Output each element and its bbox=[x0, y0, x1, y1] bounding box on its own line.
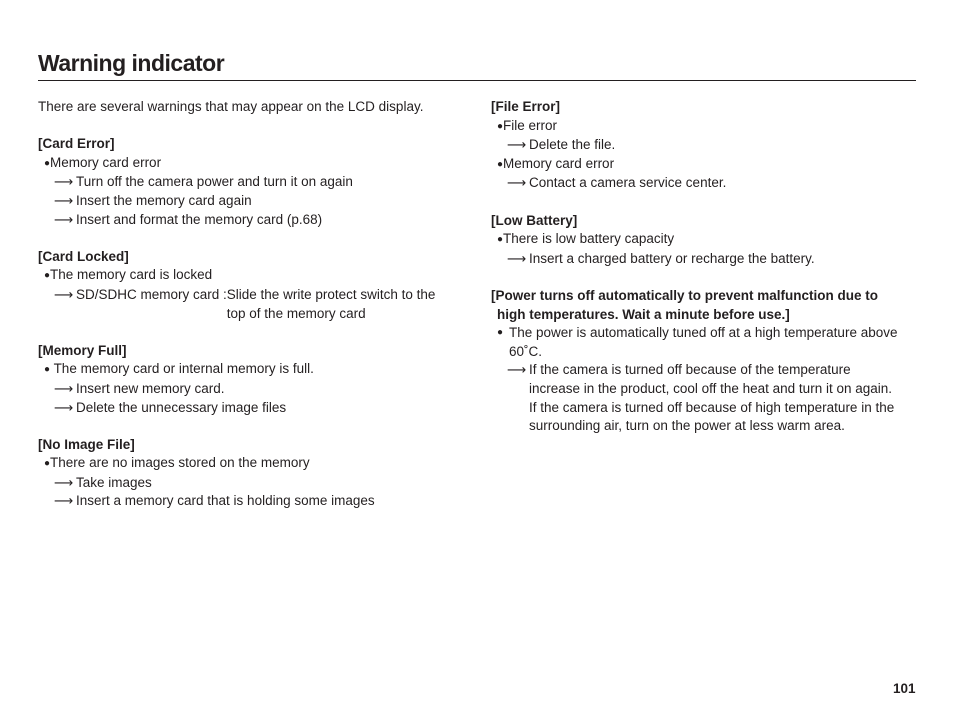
intro-text: There are several warnings that may appear on the LCD display. bbox=[38, 99, 424, 114]
section-heading: [No Image File] bbox=[38, 436, 135, 452]
bullet-icon: ● bbox=[497, 234, 504, 246]
heading-line: [Power turns off automatically to prevent malfunction due to bbox=[491, 287, 879, 303]
arrow-item bbox=[38, 399, 468, 418]
arrow-icon: ⟶ bbox=[54, 211, 74, 227]
bullet-icon: ● bbox=[497, 120, 504, 132]
table-value-line: top of the memory card bbox=[226, 305, 366, 321]
arrow-text: Take images bbox=[76, 474, 152, 490]
bullet-icon: ● bbox=[497, 158, 504, 170]
heading-line: high temperatures. Wait a minute before use.] bbox=[497, 306, 790, 322]
section-low-battery bbox=[491, 212, 921, 269]
arrow-line: increase in the product, cool off the heat and turn it on again. bbox=[529, 380, 892, 396]
card-locked-table bbox=[38, 286, 468, 323]
arrow-text: Insert a memory card that is holding some images bbox=[76, 493, 375, 509]
bullet-icon: ● bbox=[44, 364, 51, 376]
bullet-text: The memory card or internal memory is full. bbox=[53, 361, 314, 377]
arrow-text: Delete the unnecessary image files bbox=[76, 399, 287, 415]
arrow-item bbox=[38, 492, 468, 511]
arrow-icon: ⟶ bbox=[507, 175, 527, 191]
bullet-text bbox=[509, 324, 897, 361]
bullet-item bbox=[491, 155, 921, 175]
arrow-item bbox=[38, 211, 468, 230]
arrow-text bbox=[529, 361, 894, 435]
title-divider bbox=[38, 80, 916, 81]
bullet-icon: ● bbox=[44, 458, 51, 470]
arrow-line: If the camera is turned off because of the temperature bbox=[529, 362, 851, 378]
section-no-image-file bbox=[38, 436, 468, 511]
arrow-item bbox=[491, 174, 921, 193]
bullet-item bbox=[38, 454, 468, 474]
arrow-item bbox=[38, 192, 468, 211]
arrow-icon: ⟶ bbox=[54, 192, 74, 208]
arrow-line: surrounding air, turn on the power at less warm area. bbox=[529, 418, 845, 434]
arrow-item bbox=[491, 136, 921, 155]
arrow-item bbox=[491, 250, 921, 269]
section-heading: [File Error] bbox=[491, 99, 561, 114]
arrow-icon: ⟶ bbox=[54, 474, 74, 490]
page-number: 101 bbox=[893, 681, 916, 696]
arrow-text: Turn off the camera power and turn it on again bbox=[76, 174, 353, 190]
section-heading: [Memory Full] bbox=[38, 342, 127, 358]
table-value bbox=[227, 286, 436, 323]
section-power-off bbox=[491, 287, 921, 436]
section-file-error bbox=[491, 98, 921, 193]
arrow-item bbox=[38, 474, 468, 493]
page-title: Warning indicator bbox=[38, 50, 225, 76]
table-value-line: Slide the write protect switch to the bbox=[226, 286, 436, 302]
arrow-icon: ⟶ bbox=[54, 399, 74, 415]
bullet-icon: ● bbox=[44, 270, 51, 282]
section-card-error bbox=[38, 135, 468, 229]
section-heading: [Card Error] bbox=[38, 136, 115, 152]
arrow-text: Insert a charged battery or recharge the battery. bbox=[529, 250, 815, 266]
bullet-item bbox=[38, 154, 468, 174]
bullet-item bbox=[491, 230, 921, 250]
arrow-text: Insert new memory card. bbox=[76, 380, 225, 396]
bullet-text: File error bbox=[503, 117, 558, 133]
bullet-icon: ● bbox=[497, 327, 504, 339]
table-label: SD/SDHC memory card : bbox=[76, 286, 227, 302]
arrow-item bbox=[491, 361, 921, 435]
bullet-line: The power is automatically tuned off at a high temperature above bbox=[509, 325, 898, 341]
bullet-item bbox=[38, 360, 468, 380]
bullet-item bbox=[491, 324, 921, 361]
arrow-item bbox=[38, 173, 468, 192]
bullet-text: The memory card is locked bbox=[50, 267, 213, 283]
section-heading: [Low Battery] bbox=[491, 212, 578, 228]
arrow-icon: ⟶ bbox=[507, 362, 527, 378]
arrow-item bbox=[38, 380, 468, 399]
arrow-icon: ⟶ bbox=[54, 286, 74, 302]
bullet-text: Memory card error bbox=[50, 154, 162, 170]
section-memory-full bbox=[38, 342, 468, 417]
bullet-icon: ● bbox=[44, 157, 51, 169]
left-column bbox=[38, 98, 468, 530]
arrow-icon: ⟶ bbox=[54, 493, 74, 509]
arrow-text: Insert and format the memory card (p.68) bbox=[76, 211, 323, 227]
arrow-icon: ⟶ bbox=[54, 380, 74, 396]
right-column bbox=[491, 98, 921, 454]
arrow-icon: ⟶ bbox=[507, 250, 527, 266]
section-card-locked bbox=[38, 248, 468, 323]
bullet-line: 60˚C. bbox=[509, 343, 543, 359]
arrow-line: If the camera is turned off because of high temperature in the bbox=[529, 399, 895, 415]
bullet-text: Memory card error bbox=[503, 155, 615, 171]
bullet-item bbox=[491, 117, 921, 137]
arrow-icon: ⟶ bbox=[54, 174, 74, 190]
arrow-text: Delete the file. bbox=[529, 137, 616, 153]
arrow-text: Insert the memory card again bbox=[76, 192, 252, 208]
arrow-text: Contact a camera service center. bbox=[529, 175, 727, 191]
bullet-text: There are no images stored on the memory bbox=[50, 455, 310, 471]
section-heading bbox=[491, 287, 921, 324]
bullet-item bbox=[38, 266, 468, 286]
arrow-icon: ⟶ bbox=[507, 137, 527, 153]
section-heading: [Card Locked] bbox=[38, 248, 129, 264]
bullet-text: There is low battery capacity bbox=[503, 231, 675, 247]
